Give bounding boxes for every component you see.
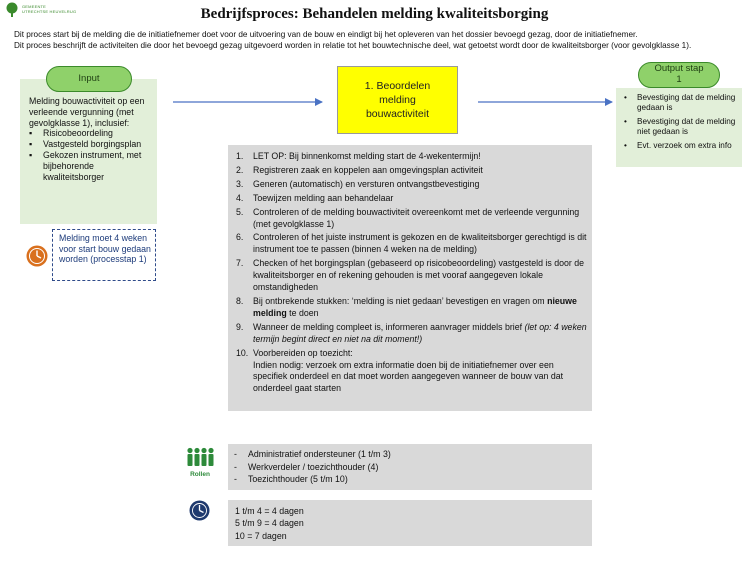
activity-item: 6. Controleren of het juiste instrument is gekozen en de kwaliteitsborger gerechtigd is dit instrument toe te passen (binnen 4 weken na de melding): [236, 232, 587, 255]
activity-item: 8. Bij ontbrekende stukken: ‘melding is niet gedaan’ bevestigen en vragen om nieuwe melding te doen: [236, 295, 577, 318]
deadline-notice: Melding moet 4 weken voor start bouw gedaan worden (processtap 1): [52, 229, 156, 281]
activity-item: 3. Generen (automatisch) en versturen ontvangstbevestiging: [236, 178, 480, 189]
activity-item: 10. Voorbereiden op toezicht: Indien nodig: verzoek om extra informatie doen bij de initiatiefnemer over een specifiek onderdeel en dat moet worden aangegeven wanneer de bouw van dat onderdeel gaat starten: [236, 347, 564, 394]
output-list: [622, 93, 738, 151]
durations-list: [235, 505, 585, 542]
output-label-pill: Output stap 1: [638, 62, 720, 88]
duration-line: 10 = 7 dagen: [235, 530, 287, 541]
output-list-item: • Bevestiging dat de melding niet gedaan is: [622, 117, 738, 138]
activity-item: 2. Registreren zaak en koppelen aan omgevingsplan activiteit: [236, 164, 483, 175]
clock-icon: [189, 500, 210, 521]
activity-item: 9. Wanneer de melding compleet is, informeren aanvrager middels brief (let op: 4 weken termijn begint direct en niet na dit moment!): [236, 321, 587, 344]
roles-list: [232, 448, 588, 486]
input-list: [29, 128, 155, 182]
input-list-item: ▪ Gekozen instrument, met bijbehorende kwaliteitsborger: [29, 150, 155, 182]
activity-item: 7. Checken of het borgingsplan (gebaseerd op risicobeoordeling) vastgesteld is door de kwaliteitsborger en of rekening gehouden is met vooraf aangegeven lokale omstandigheden: [236, 258, 585, 293]
input-label-pill: Input: [46, 66, 132, 92]
role-item: - Werkverdeler / toezichthouder (4): [232, 461, 588, 474]
activity-item: 5. Controleren of de melding bouwactiviteit overeenkomt met de verleende vergunning (met gevolgklasse 1): [236, 206, 580, 229]
role-item: - Toezichthouder (5 t/m 10): [232, 473, 588, 486]
input-list-item: ▪ Vastgesteld borgingsplan: [29, 139, 155, 150]
activity-item: 1. LET OP: Bij binnenkomst melding start de 4-wekentermijn!: [236, 151, 481, 161]
step-title-line-1: 1. Beoordelen: [364, 80, 431, 92]
role-item: - Administratief ondersteuner (1 t/m 3): [232, 448, 588, 461]
clock-icon: [26, 245, 48, 267]
output-list-item: • Bevestiging dat de melding gedaan is: [622, 93, 738, 114]
page-title: Bedrijfsproces: Behandelen melding kwaliteitsborging: [200, 6, 549, 22]
step-title-line-3: bouwactiviteit: [365, 108, 429, 120]
input-content: [29, 96, 155, 182]
input-description: Melding bouwactiviteit op een verleende vergunning (met gevolgklasse 1), inclusief:: [29, 96, 145, 128]
people-icon: [186, 447, 214, 467]
step-title-line-2: melding: [379, 94, 416, 106]
activities-list: [236, 151, 588, 397]
duration-line: 1 t/m 4 = 4 dagen: [235, 506, 304, 516]
roles-label: Rollen: [190, 471, 210, 478]
activity-item: 4. Toewijzen melding aan behandelaar: [236, 192, 394, 203]
intro-line-1: Dit proces start bij de melding die de initiatiefnemer doet voor de uitvoering van de bouw en eindigt bij het opleveren van het dossier bevoegd gezag, door de initiatiefnemer.: [14, 30, 638, 39]
input-list-item: ▪ Risicobeoordeling: [29, 128, 155, 139]
process-step-box: [337, 66, 458, 134]
output-content: [622, 93, 738, 154]
output-list-item: • Evt. verzoek om extra info: [622, 141, 738, 151]
logo-text: GEMEENTE UTRECHTSE HEUVELRUG: [22, 4, 77, 14]
duration-line: 5 t/m 9 = 4 dagen: [235, 518, 304, 529]
intro-text: [14, 30, 738, 51]
intro-line-2: Dit proces beschrijft de activiteiten die door het bevoegd gezag uitgevoerd worden in relatie tot het bouwtechnische deel, wat getoetst wordt door de kwaliteitsborger (voor gevolgklasse 1).: [14, 40, 692, 50]
